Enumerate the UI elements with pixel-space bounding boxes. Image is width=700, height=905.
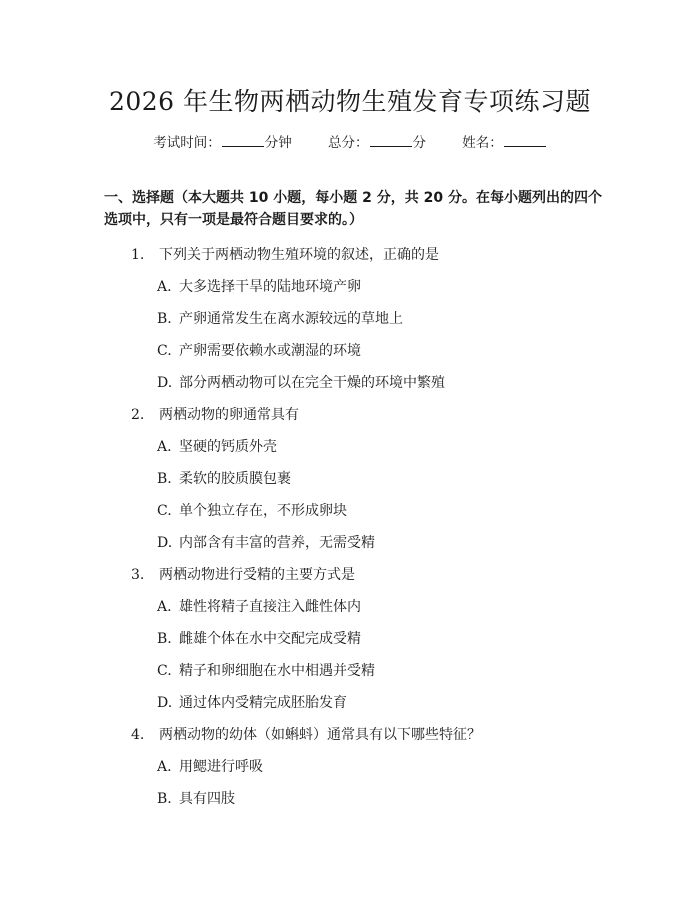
option-text: 精子和卵细胞在水中相遇并受精 [179, 663, 375, 679]
total-score-unit: 分 [412, 135, 426, 151]
option-letter: A. [157, 599, 172, 615]
total-score-blank [370, 134, 412, 147]
option-text: 用鳃进行呼吸 [179, 759, 263, 775]
total-score-label: 总分： [328, 135, 369, 151]
option-letter: C. [157, 343, 172, 359]
option-letter: D. [157, 375, 173, 391]
question-1-option-d [157, 372, 445, 392]
student-name-blank [504, 134, 546, 147]
question-text: 两栖动物进行受精的主要方式是 [159, 567, 355, 583]
question-4-option-a [157, 756, 263, 776]
exam-time-label: 考试时间： [153, 135, 221, 151]
question-2-option-a [157, 436, 277, 456]
question-text: 下列关于两栖动物生殖环境的叙述，正确的是 [159, 247, 439, 263]
question-4-option-b [157, 788, 235, 808]
section-header: 一、选择题（本大题共 10 小题，每小题 2 分，共 20 分。在每小题列出的四个选项中，只有一项是最符合题目要求的。） [104, 190, 602, 228]
option-text: 雄性将精子直接注入雌性体内 [179, 599, 361, 615]
exam-time-blank [222, 134, 264, 147]
option-letter: C. [157, 503, 172, 519]
question-2 [131, 404, 299, 424]
option-letter: B. [157, 311, 172, 327]
option-text: 雌雄个体在水中交配完成受精 [179, 631, 361, 647]
option-text: 产卵需要依赖水或潮湿的环境 [179, 343, 361, 359]
option-text: 坚硬的钙质外壳 [179, 439, 277, 455]
question-3-option-c [157, 660, 375, 680]
question-number: 4. [131, 727, 145, 743]
question-1-option-a [157, 276, 361, 296]
exam-time-field [153, 131, 292, 151]
option-letter: D. [157, 535, 173, 551]
question-3-option-b [157, 628, 361, 648]
option-letter: D. [157, 695, 173, 711]
option-text: 具有四肢 [179, 791, 235, 807]
option-letter: A. [157, 279, 172, 295]
question-2-option-c [157, 500, 347, 520]
option-letter: A. [157, 439, 172, 455]
question-text: 两栖动物的幼体（如蝌蚪）通常具有以下哪些特征？ [159, 727, 481, 743]
option-text: 产卵通常发生在离水源较远的草地上 [179, 311, 403, 327]
option-letter: B. [157, 471, 172, 487]
question-1-option-b [157, 308, 403, 328]
student-name-field [462, 131, 547, 151]
question-3-option-a [157, 596, 361, 616]
option-letter: B. [157, 791, 172, 807]
question-1 [131, 244, 439, 264]
option-text: 内部含有丰富的营养，无需受精 [179, 535, 375, 551]
question-4 [131, 724, 481, 744]
option-text: 部分两栖动物可以在完全干燥的环境中繁殖 [179, 375, 445, 391]
option-letter: B. [157, 631, 172, 647]
question-number: 3. [131, 567, 145, 583]
question-3-option-d [157, 692, 347, 712]
page-title: 2026 年生物两栖动物生殖发育专项练习题 [108, 87, 592, 116]
option-text: 大多选择干旱的陆地环境产卵 [179, 279, 361, 295]
question-1-option-c [157, 340, 361, 360]
question-3 [131, 564, 355, 584]
exam-meta-line [0, 131, 700, 151]
total-score-field [328, 131, 426, 151]
question-2-option-b [157, 468, 291, 488]
question-2-option-d [157, 532, 375, 552]
exam-time-unit: 分钟 [264, 135, 292, 151]
question-number: 1. [131, 247, 145, 263]
option-text: 单个独立存在，不形成卵块 [179, 503, 347, 519]
student-name-label: 姓名： [462, 135, 503, 151]
option-letter: C. [157, 663, 172, 679]
option-text: 通过体内受精完成胚胎发育 [179, 695, 347, 711]
question-number: 2. [131, 407, 145, 423]
option-text: 柔软的胶质膜包裹 [179, 471, 291, 487]
option-letter: A. [157, 759, 172, 775]
question-text: 两栖动物的卵通常具有 [159, 407, 299, 423]
